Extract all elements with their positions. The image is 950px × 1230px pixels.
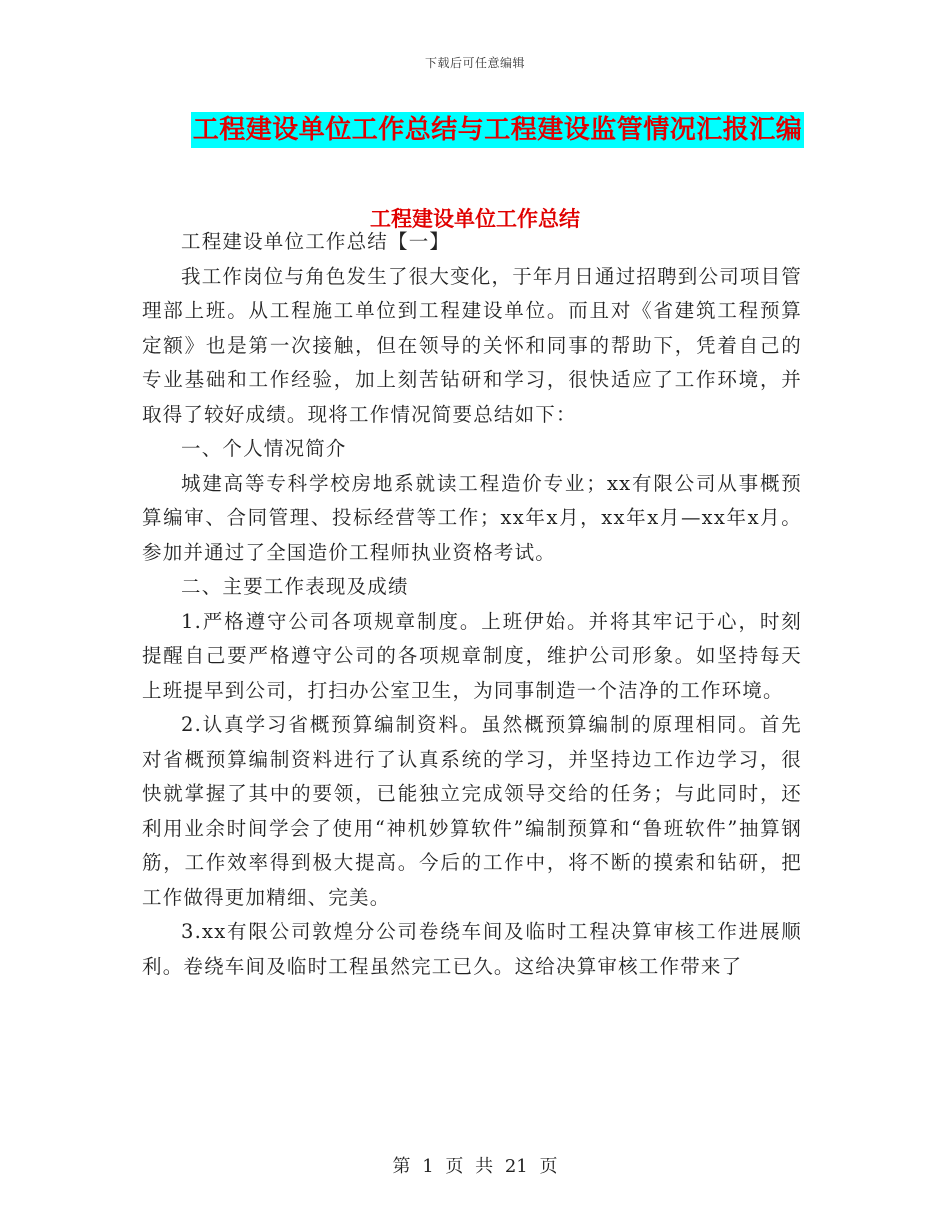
page-footer: 第 1 页 共 21 页 [392,1156,558,1177]
paragraph-item-two: 2.认真学习省概预算编制资料。虽然概预算编制的原理相同。首先对省概预算编制资料进行了认真系统的学习，并坚持边工作边学习，很快就掌握了其中的要领，已能独立完成领导交给的任务；与此同时，还利用业余时间学会了使用“神机妙算软件”编制预算和“鲁班软件”抽算钢筋，工作效率得到极大提高。今后的工作中，将不断的摸索和钻研，把工作做得更加精细、完美。 [142,713,802,909]
paragraph-item-three: 3.xx有限公司敦煌分公司卷绕车间及临时工程决算审核工作进展顺利。卷绕车间及临时工程虽然完工已久。这给决算审核工作带来了 [142,920,802,978]
paragraph-item-one: 1.严格遵守公司各项规章制度。上班伊始。并将其牢记于心，时刻提醒自己要严格遵守公司的各项规章制度，维护公司形象。如坚持每天上班提早到公司，打扫办公室卫生，为同事制造一个洁净的工作环境。 [142,609,802,702]
paragraph-heading-one: 工程建设单位工作总结【一】 [181,230,451,253]
main-title: 工程建设单位工作总结与工程建设监管情况汇报汇编 [191,112,805,148]
main-title-container [0,112,950,148]
paragraph-section-two-heading: 二、主要工作表现及成绩 [181,575,409,598]
document-body [142,223,802,984]
header-note: 下载后可任意编辑 [424,56,525,70]
paragraph-section-one-heading: 一、个人情况简介 [181,437,347,460]
paragraph-personal-info: 城建高等专科学校房地系就读工程造价专业；xx有限公司从事概预算编审、合同管理、投标经营等工作；xx年x月，xx年x月—xx年x月。参加并通过了全国造价工程师执业资格考试。 [142,471,802,564]
section-title: 工程建设单位工作总结 [370,206,580,231]
paragraph-intro: 我工作岗位与角色发生了很大变化，于年月日通过招聘到公司项目管理部上班。从工程施工单位到工程建设单位。而且对《省建筑工程预算定额》也是第一次接触，但在领导的关怀和同事的帮助下，凭着自己的专业基础和工作经验，加上刻苦钻研和学习，很快适应了工作环境，并取得了较好成绩。现将工作情况简要总结如下： [142,264,803,426]
